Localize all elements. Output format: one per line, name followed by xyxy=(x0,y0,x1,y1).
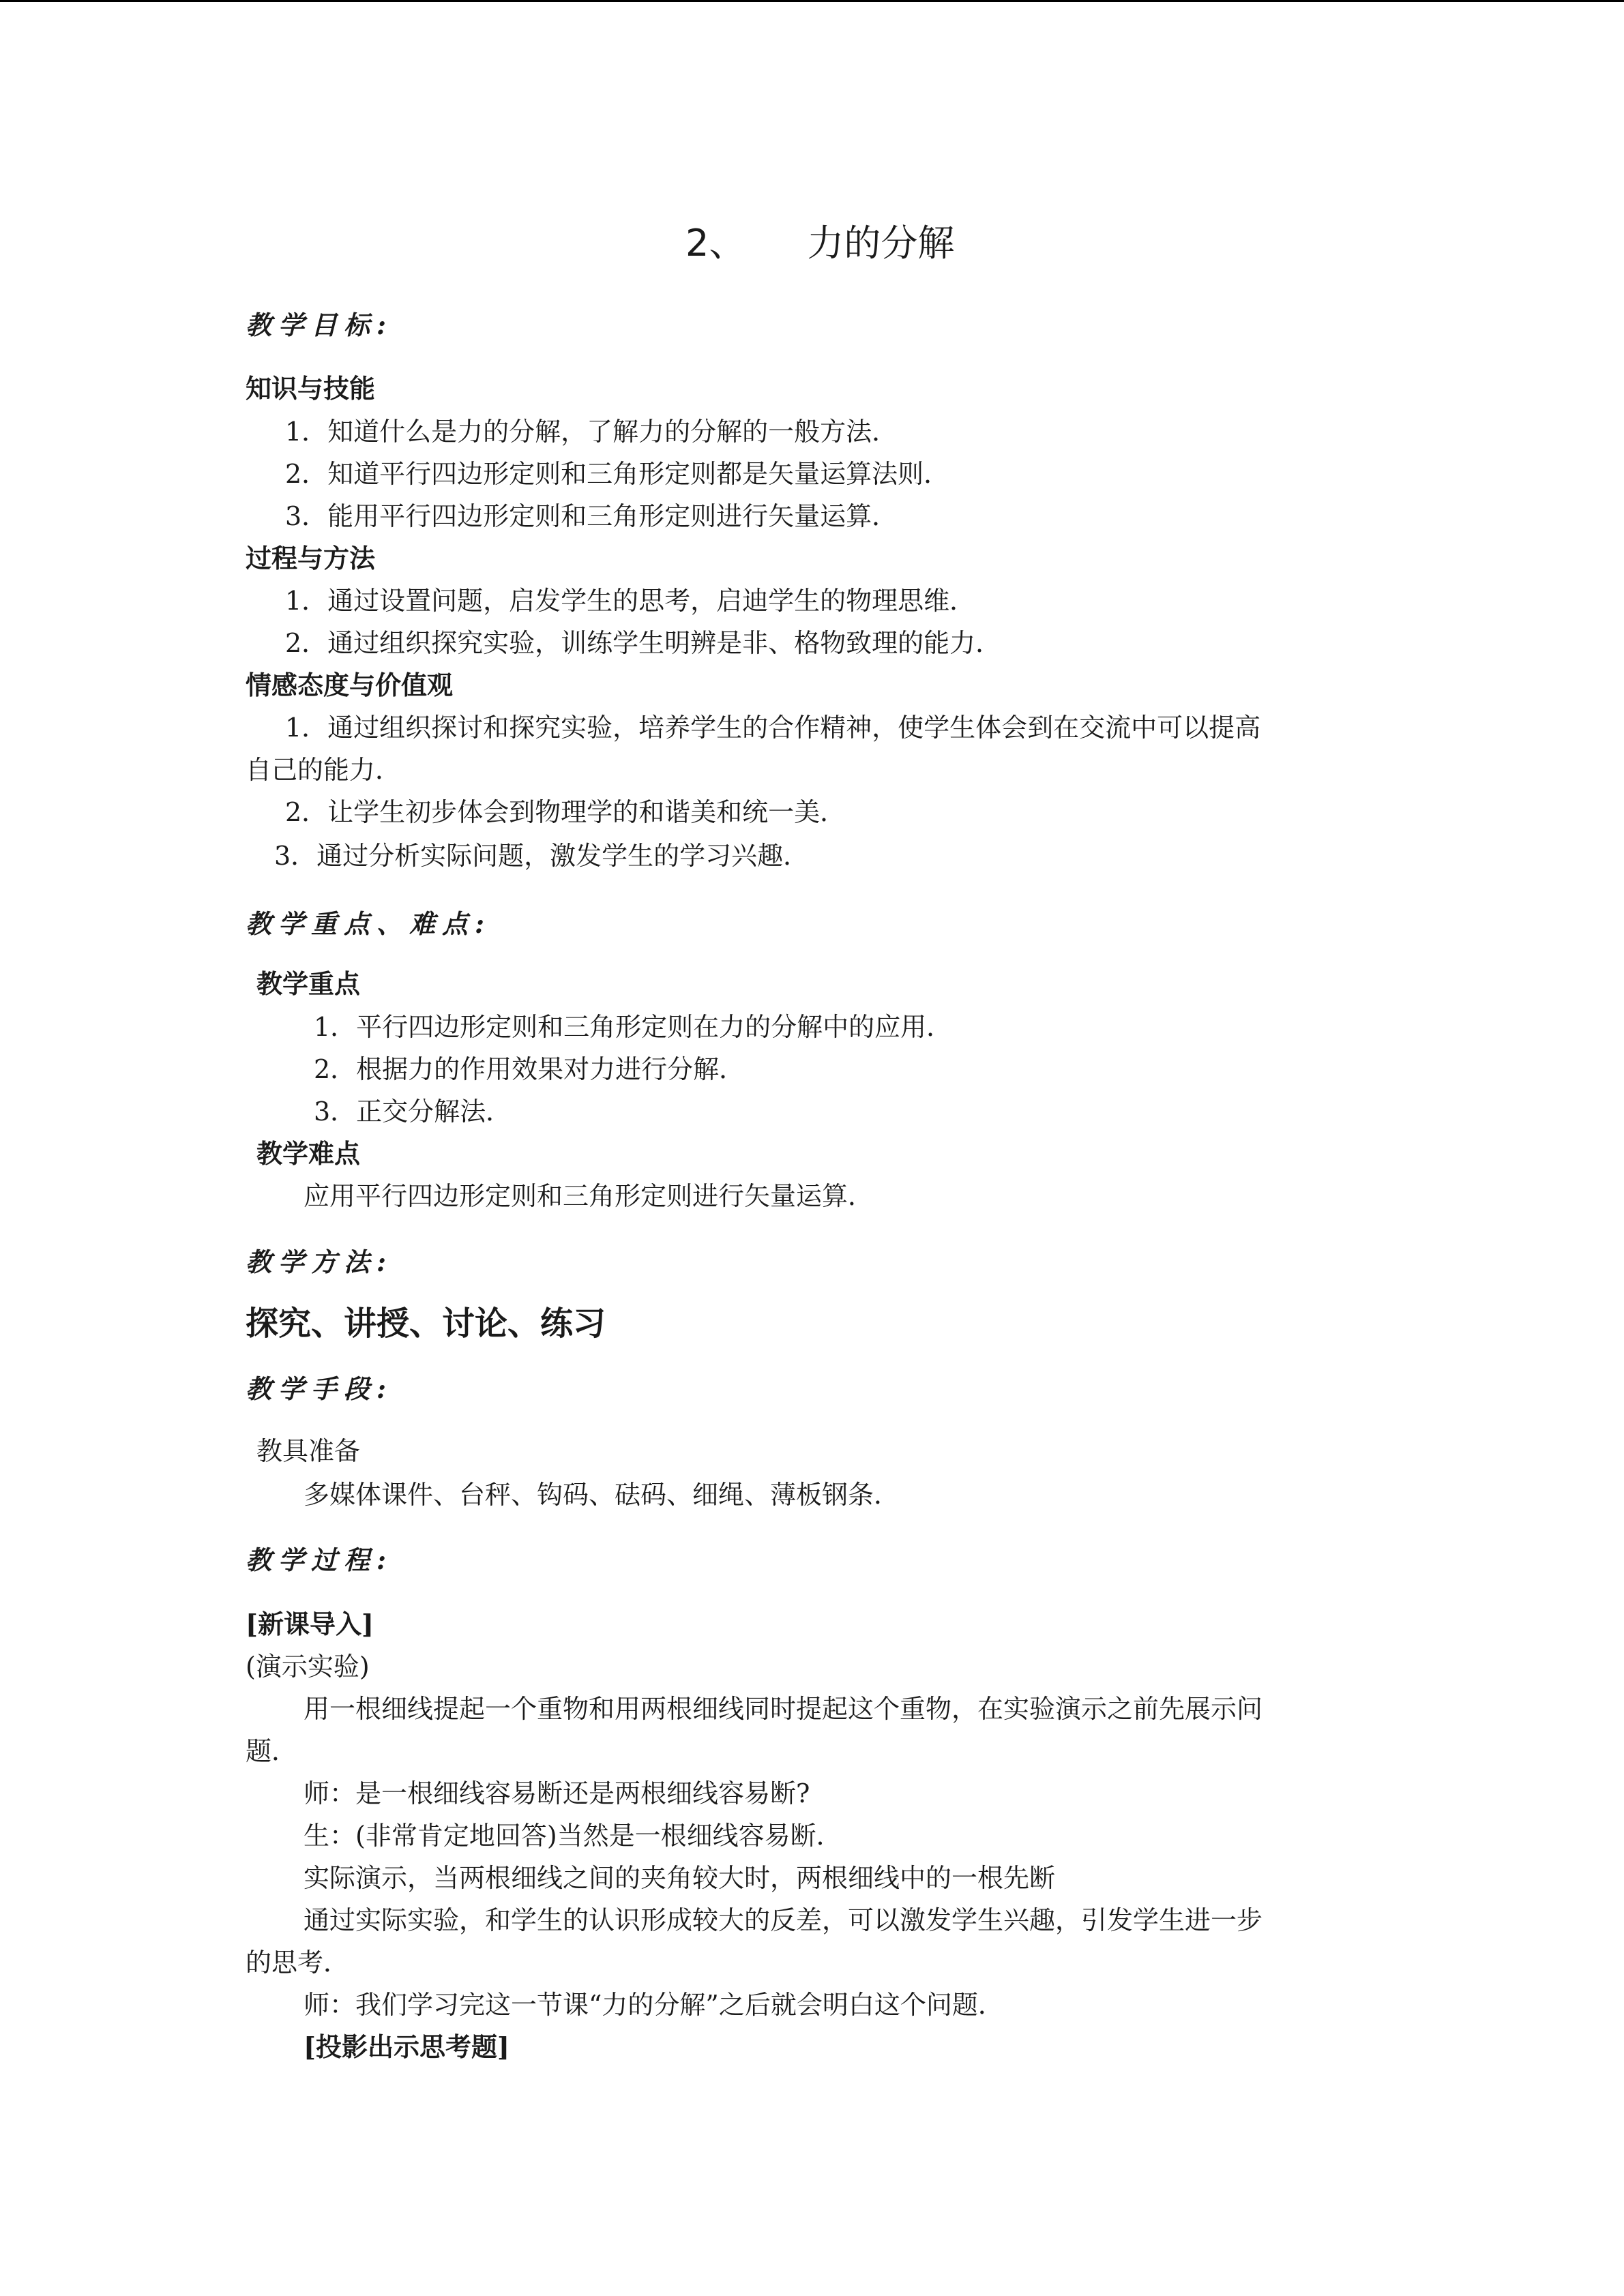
focus-heading: 教学重点 xyxy=(256,968,361,999)
knowledge-heading: 知识与技能 xyxy=(246,373,376,404)
procedure-p6: 师：我们学习完这一节课“力的分解”之后就会明白这个问题． xyxy=(304,1990,1004,2020)
process-item-2: 2．通过组织探究实验，训练学生明辨是非、格物致理的能力． xyxy=(285,628,1002,658)
projection-heading: [投影出示思考题] xyxy=(304,2031,510,2062)
emotion-item-1-line-2: 自己的能力． xyxy=(246,755,402,785)
process-item-1: 1．通过设置问题，启发学生的思考，启迪学生的物理思维． xyxy=(285,586,976,616)
procedure-heading: 教学过程: xyxy=(246,1545,394,1575)
procedure-p3: 生：(非常肯定地回答)当然是一根细线容易断． xyxy=(304,1821,842,1851)
emotion-item-3: 3．通过分析实际问题，激发学生的学习兴趣． xyxy=(274,841,810,871)
knowledge-item-1: 1．知道什么是力的分解，了解力的分解的一般方法． xyxy=(285,417,898,447)
means-heading: 教学手段: xyxy=(246,1373,394,1404)
means-sub-heading: 教具准备 xyxy=(256,1436,361,1466)
focus-item-3: 3．正交分解法． xyxy=(314,1097,512,1127)
procedure-p1-line-1: 用一根细线提起一个重物和用两根细线同时提起这个重物，在实验演示之前先展示问 xyxy=(304,1694,1263,1724)
focus-item-1: 1．平行四边形定则和三角形定则在力的分解中的应用． xyxy=(314,1012,953,1042)
title-text: 力的分解 xyxy=(807,222,955,265)
procedure-p2: 师：是一根细线容易断还是两根细线容易断? xyxy=(304,1778,810,1808)
difficulty-heading: 教学难点 xyxy=(256,1138,361,1169)
means-text: 多媒体课件、台秤、钩码、砝码、细绳、薄板钢条． xyxy=(304,1480,900,1510)
objectives-heading: 教学目标: xyxy=(246,310,394,340)
process-heading: 过程与方法 xyxy=(246,543,376,573)
emotion-item-2: 2．让学生初步体会到物理学的和谐美和统一美． xyxy=(285,797,846,827)
methods-text: 探究、讲授、讨论、练习 xyxy=(246,1304,606,1343)
methods-heading: 教学方法: xyxy=(246,1247,394,1277)
procedure-p1-line-2: 题． xyxy=(246,1736,298,1766)
title-number: 2、 xyxy=(685,222,746,265)
procedure-p5-line-2: 的思考． xyxy=(246,1948,350,1978)
focus-item-2: 2．根据力的作用效果对力进行分解． xyxy=(314,1054,745,1084)
difficulty-text: 应用平行四边形定则和三角形定则进行矢量运算． xyxy=(304,1181,874,1211)
intro-heading: [新课导入] xyxy=(246,1609,374,1639)
knowledge-item-3: 3．能用平行四边形定则和三角形定则进行矢量运算． xyxy=(285,501,898,531)
knowledge-item-2: 2．知道平行四边形定则和三角形定则都是矢量运算法则． xyxy=(285,459,950,489)
key-points-heading: 教学重点、难点: xyxy=(246,908,492,939)
procedure-p5-line-1: 通过实际实验，和学生的认识形成较大的反差，可以激发学生兴趣，引发学生进一步 xyxy=(304,1905,1263,1935)
emotion-item-1-line-1: 1．通过组织探讨和探究实验，培养学生的合作精神，使学生体会到在交流中可以提高 xyxy=(285,713,1261,743)
emotion-heading: 情感态度与价值观 xyxy=(246,670,454,700)
procedure-p4: 实际演示，当两根细线之间的夹角较大时，两根细线中的一根先断 xyxy=(304,1863,1056,1893)
page-title xyxy=(685,222,955,265)
demo-label: (演示实验) xyxy=(246,1652,370,1682)
